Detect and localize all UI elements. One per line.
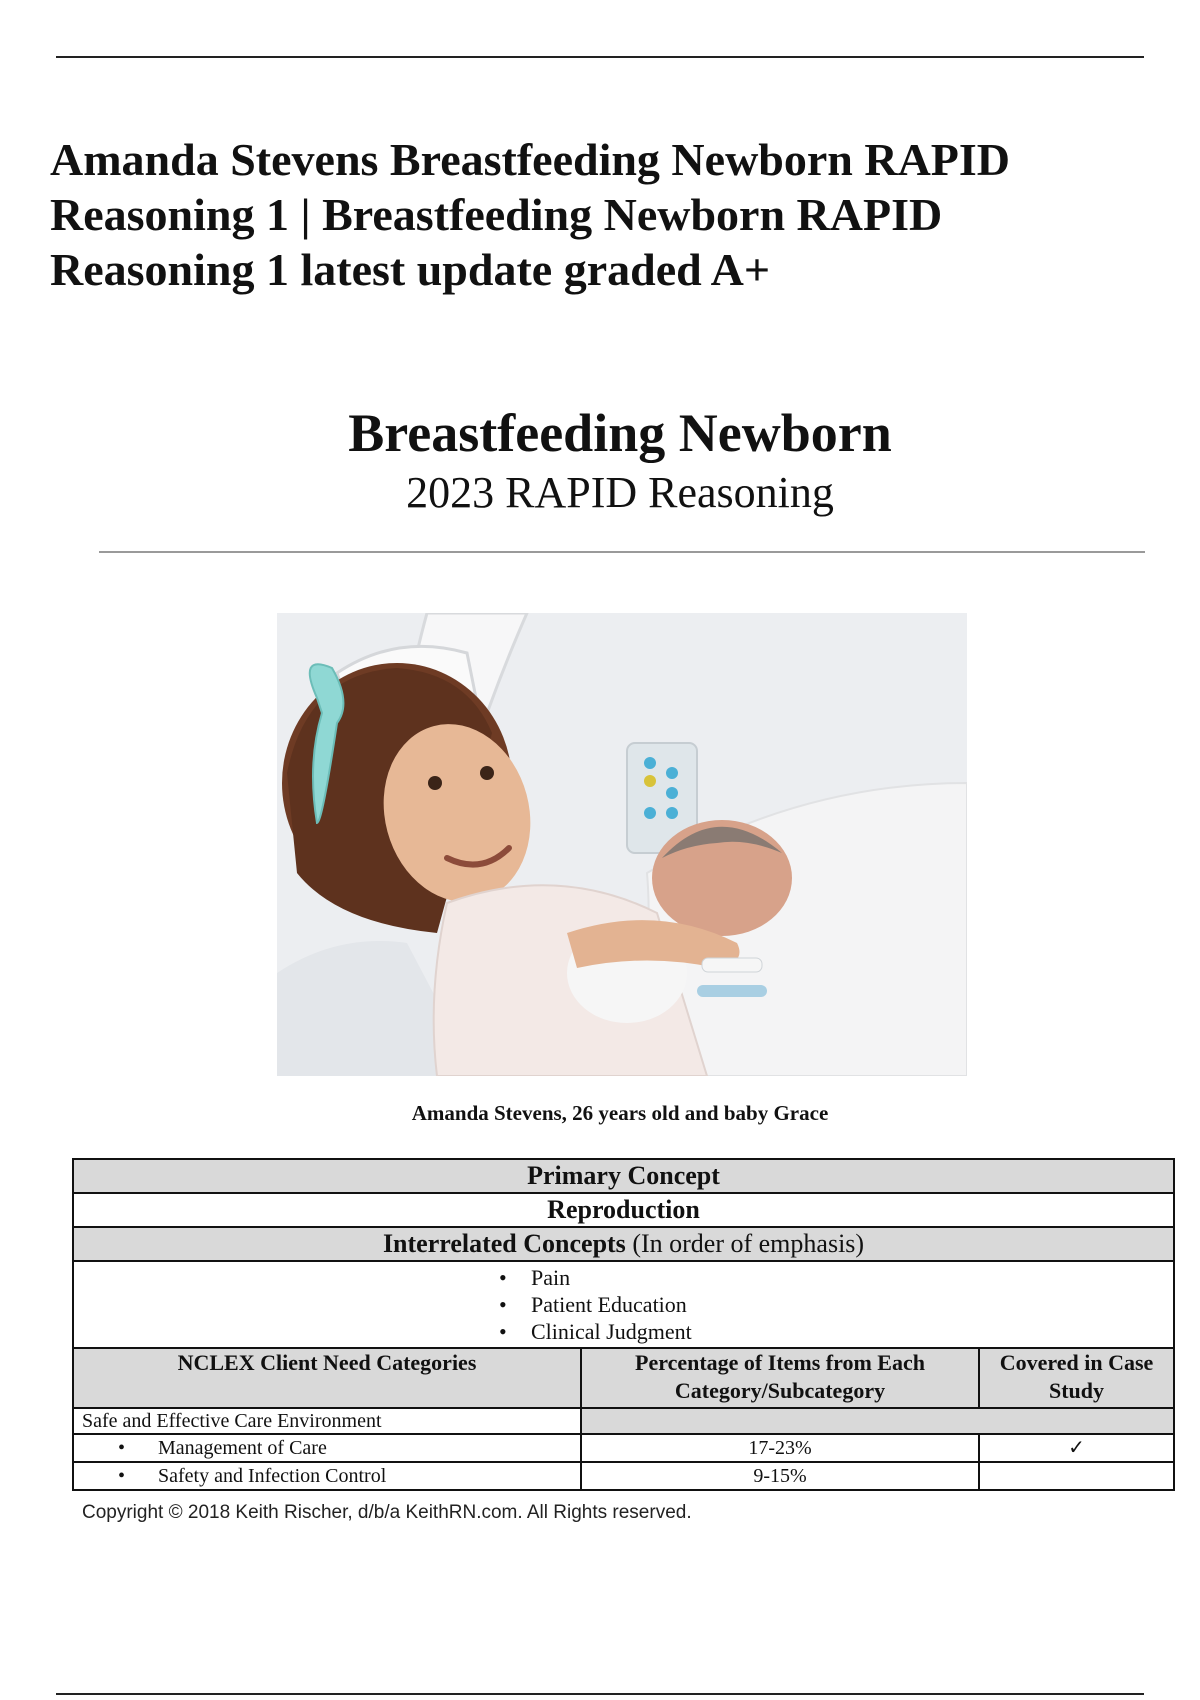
photo-illustration: [277, 613, 967, 1076]
interrelated-list: [74, 1262, 1173, 1347]
primary-concept-header-row: [73, 1159, 1174, 1193]
bottom-rule: [56, 1693, 1144, 1695]
table-row: • Safety and Infection Control 9-15%: [73, 1462, 1174, 1490]
column-header-row: [73, 1348, 1174, 1408]
subcategory-percent: 17-23%: [581, 1434, 979, 1462]
interrelated-note: (In order of emphasis): [632, 1229, 865, 1258]
primary-concept-label: Primary Concept: [527, 1161, 720, 1190]
subcategory-percent: 9-15%: [581, 1462, 979, 1490]
covered-cell: [979, 1462, 1174, 1490]
interrelated-label: Interrelated Concepts: [382, 1229, 626, 1258]
check-icon: ✓: [979, 1434, 1174, 1462]
primary-concept-value-row: [73, 1193, 1174, 1227]
concepts-table: [72, 1158, 1175, 1491]
interrelated-header-row: [73, 1227, 1174, 1261]
case-title: Breastfeeding Newborn: [348, 403, 892, 463]
column-header-percentage: Percentage of Items from Each Category/Subcategory: [581, 1348, 979, 1408]
photo-caption: Amanda Stevens, 26 years old and baby Grace: [411, 1101, 829, 1125]
list-item: • Clinical Judgment: [499, 1318, 1173, 1345]
subcategory-name: Safety and Infection Control: [158, 1465, 387, 1487]
interrelated-list-row: [73, 1261, 1174, 1348]
list-item: • Pain: [499, 1264, 1173, 1291]
column-header-categories: NCLEX Client Need Categories: [73, 1348, 581, 1408]
category-row: [73, 1408, 1174, 1434]
column-header-covered: Covered in Case Study: [979, 1348, 1174, 1408]
primary-concept-value: Reproduction: [73, 1193, 1174, 1227]
case-heading: [0, 400, 1200, 520]
table-row: • Management of Care 17-23% ✓: [73, 1434, 1174, 1462]
top-rule: [56, 56, 1144, 58]
category-label: Safe and Effective Care Environment: [73, 1408, 581, 1434]
copyright-notice: Copyright © 2018 Keith Rischer, d/b/a KeithRN.com. All Rights reserved.: [82, 1502, 692, 1523]
heading-divider: [99, 551, 1145, 553]
mother-newborn-photo: [277, 613, 967, 1076]
list-item: • Patient Education: [499, 1291, 1173, 1318]
document-title: Amanda Stevens Breastfeeding Newborn RAPID Reasoning 1 | Breastfeeding Newborn RAPID Reasoning 1 latest update graded A+: [50, 134, 1011, 295]
case-subtitle: 2023 RAPID Reasoning: [406, 468, 834, 517]
subcategory-name: Management of Care: [158, 1437, 327, 1459]
